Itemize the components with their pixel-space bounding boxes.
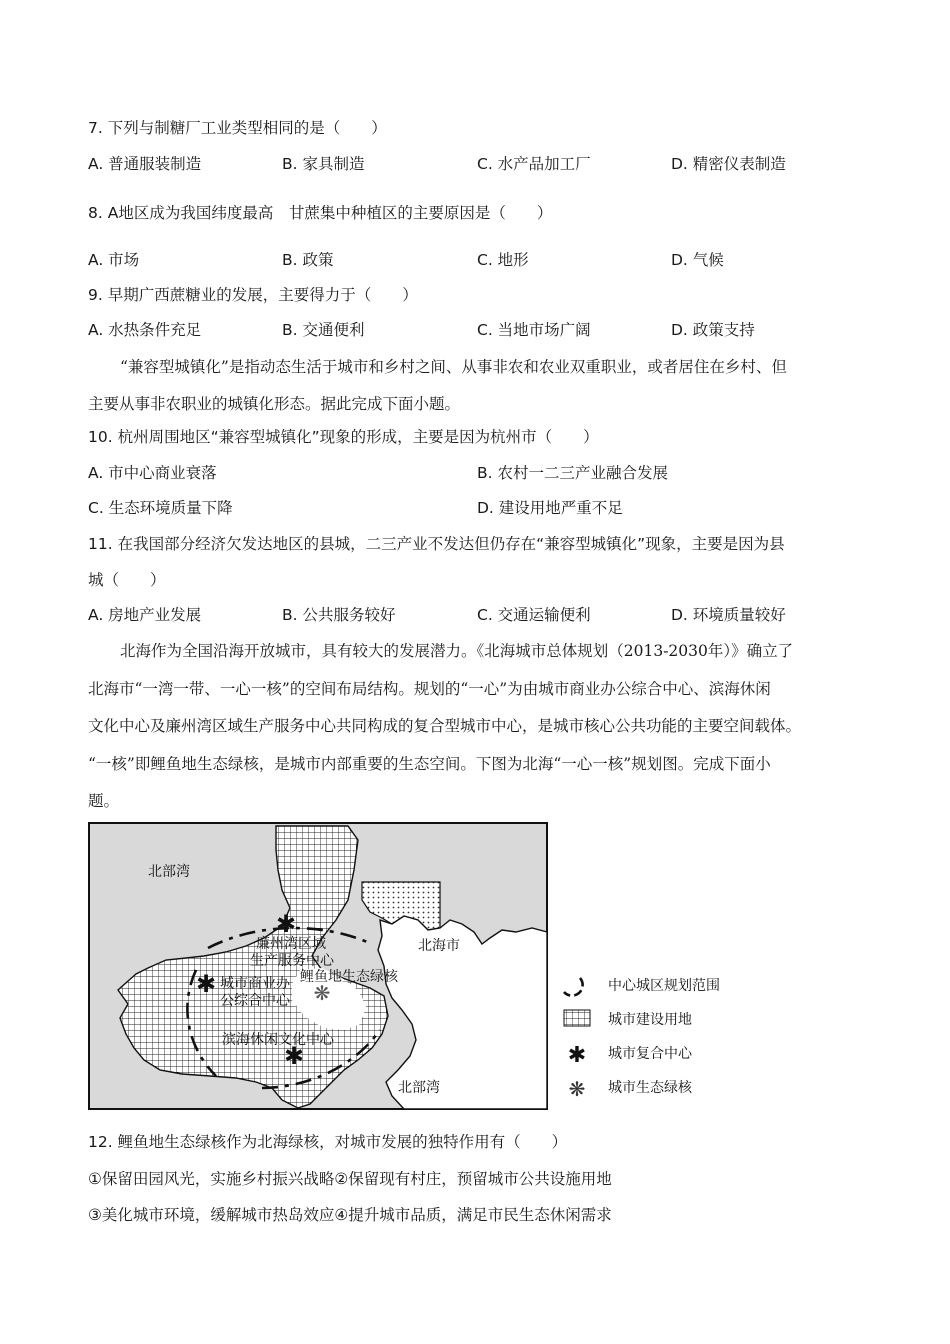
label-binhai: 滨海休闲文化中心 (222, 1032, 334, 1048)
q11-stem-line2: 城（ ） (88, 571, 166, 589)
svg-text:✱: ✱ (195, 970, 217, 998)
q9-option-a: A. 水热条件充足 (88, 321, 202, 339)
composite-center-commerce (196, 970, 216, 998)
label-commerce-1: 城市商业办 (220, 976, 290, 992)
q10-stem: 10. 杭州周围地区“兼容型城镇化”现象的形成，主要是因为杭州市（ ） (88, 428, 599, 446)
q7-option-d: D. 精密仪表制造 (671, 155, 786, 173)
label-lianzhou-1: 廉州湾区域 (256, 936, 326, 952)
dashed-circle-icon (564, 978, 583, 996)
svg-text:❋: ❋ (313, 981, 331, 1005)
beihai-planning-map (86, 820, 766, 1116)
q8-option-d: D. 气候 (671, 251, 724, 269)
asterisk-icon (568, 1043, 586, 1068)
passage2-line3: 文化中心及廉州湾区域生产服务中心共同构成的复合型城市中心，是城市核心公共功能的主要空间载体。 (88, 717, 802, 735)
label-gulf-top: 北部湾 (148, 864, 190, 880)
q11-option-d: D. 环境质量较好 (671, 606, 786, 624)
passage1-line2: 主要从事非农职业的城镇化形态。据此完成下面小题。 (88, 395, 461, 413)
svg-text:✱: ✱ (567, 1043, 587, 1068)
legend-label-built-up: 城市建设用地 (608, 1012, 692, 1028)
q11-option-c: C. 交通运输便利 (477, 606, 591, 624)
q9-stem: 9. 早期广西蔗糖业的发展，主要得力于（ ） (88, 286, 418, 304)
q11-option-a: A. 房地产业发展 (88, 606, 202, 624)
q10-option-d: D. 建设用地严重不足 (477, 499, 623, 517)
composite-center-lianzhou (276, 910, 296, 938)
q10-option-b: B. 农村一二三产业融合发展 (477, 464, 668, 482)
label-commerce-2: 公综合中心 (220, 993, 290, 1009)
q8-option-a: A. 市场 (88, 251, 140, 269)
legend-label-range: 中心城区规划范围 (608, 978, 720, 994)
svg-text:✱: ✱ (275, 910, 297, 938)
grid-hatch-icon (564, 1010, 590, 1026)
svg-text:❋: ❋ (568, 1077, 586, 1101)
q9-option-b: B. 交通便利 (282, 321, 365, 339)
label-gulf-bottom: 北部湾 (398, 1080, 440, 1096)
map-legend (564, 977, 720, 1101)
q7-stem: 7. 下列与制糖厂工业类型相同的是（ ） (88, 119, 387, 137)
q12-stem: 12. 鲤鱼地生态绿核作为北海绿核，对城市发展的独特作用有（ ） (88, 1133, 568, 1151)
legend-label-composite-center: 城市复合中心 (608, 1046, 692, 1062)
q10-option-c: C. 生态环境质量下降 (88, 499, 233, 517)
label-liyudi: 鲤鱼地生态绿核 (300, 969, 398, 985)
q11-stem-line1: 11. 在我国部分经济欠发达地区的县城，二三产业不发达但仍存在“兼容型城镇化”现象，主要是因为县 (88, 535, 785, 553)
q12-items-line1: ①保留田园风光，实施乡村振兴战略②保留现有村庄，预留城市公共设施用地 (88, 1170, 612, 1188)
q12-items-line2: ③美化城市环境，缓解城市热岛效应④提升城市品质，满足市民生态休闲需求 (88, 1206, 612, 1224)
svg-text:✱: ✱ (283, 1042, 305, 1070)
green-core-icon (569, 1077, 586, 1101)
q8-option-c: C. 地形 (477, 251, 529, 269)
passage1-line1: “兼容型城镇化”是指动态生活于城市和乡村之间、从事非农和农业双重职业，或者居住在乡村、但 (120, 358, 787, 376)
passage2-line1: 北海作为全国沿海开放城市，具有较大的发展潜力。《北海城市总体规划（2013-2030年）》确立了 (120, 642, 794, 660)
label-beihai-city: 北海市 (418, 938, 460, 954)
q8-stem: 8. A地区成为我国纬度最高 甘蔗集中种植区的主要原因是（ ） (88, 204, 553, 222)
label-lianzhou-2: 生产服务中心 (250, 953, 334, 969)
q8-option-b: B. 政策 (282, 251, 334, 269)
passage2-line4: “一核”即鲤鱼地生态绿核，是城市内部重要的生态空间。下图为北海“一心一核”规划图。完成下面小 (88, 755, 771, 773)
q7-option-a: A. 普通服装制造 (88, 155, 202, 173)
q10-option-a: A. 市中心商业衰落 (88, 464, 217, 482)
q7-option-b: B. 家具制造 (282, 155, 365, 173)
legend-label-green-core: 城市生态绿核 (608, 1080, 692, 1096)
q9-option-c: C. 当地市场广阔 (477, 321, 591, 339)
q9-option-d: D. 政策支持 (671, 321, 755, 339)
passage2-line5: 题。 (88, 792, 120, 810)
passage2-line2: 北海市“一湾一带、一心一核”的空间布局结构。规划的“一心”为由城市商业办公综合中心、滨海休闲 (88, 680, 771, 698)
q7-option-c: C. 水产品加工厂 (477, 155, 591, 173)
q11-option-b: B. 公共服务较好 (282, 606, 396, 624)
